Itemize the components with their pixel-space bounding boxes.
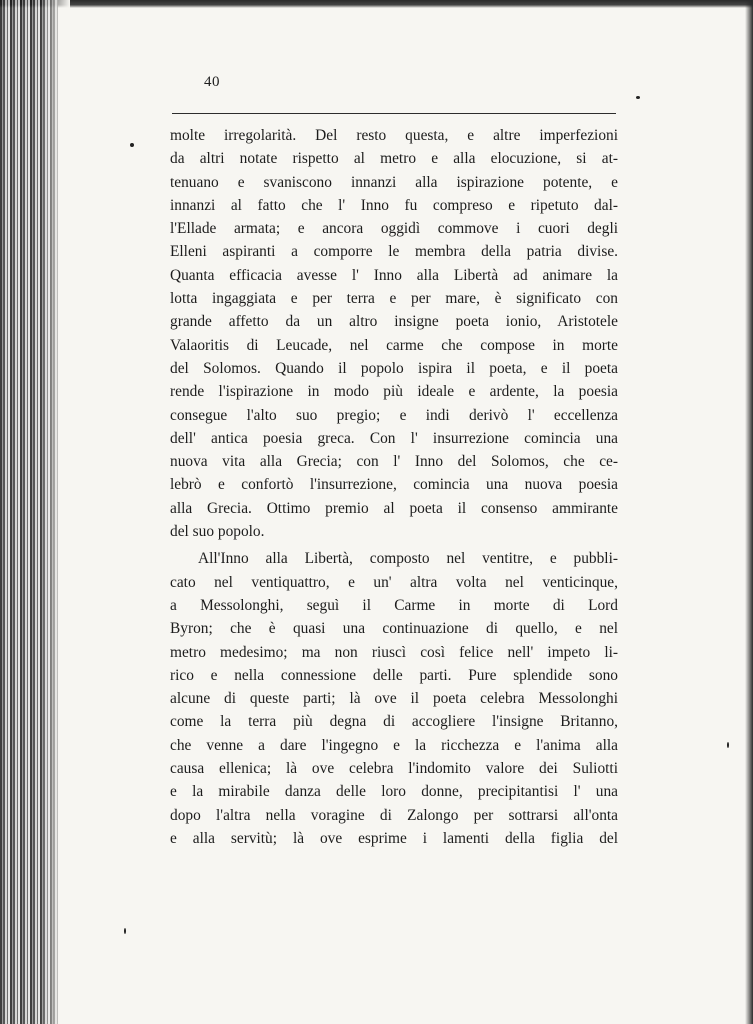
- header-rule: [172, 113, 616, 114]
- text-line: che venne a dare l'ingegno e la ricchezza e l'anima alla: [170, 736, 618, 754]
- text-line: Elleni aspiranti a comporre le membra della patria divise.: [170, 243, 618, 261]
- text-line: l'Ellade armata; e ancora oggidì commove i cuori degli: [170, 220, 618, 238]
- text-line: dopo l'altra nella voragine di Zalongo per sottrarsi all'onta: [170, 806, 618, 824]
- scan-right-edge: [745, 0, 753, 1024]
- text-line: rende l'ispirazione in modo più ideale e ardente, la poesia: [170, 383, 618, 401]
- text-line: Quanta efficacia avesse l' Inno alla Libertà ad animare la: [170, 266, 618, 284]
- text-line: metro medesimo; ma non riuscì così felice nell' impeto li-: [170, 643, 618, 661]
- text-line: lebrò e confortò l'insurrezione, comincia una nuova poesia: [170, 476, 618, 494]
- text-line: consegue l'alto suo pregio; e indi derivò l' eccellenza: [170, 406, 618, 424]
- scan-speck: [124, 928, 126, 934]
- paragraph: [170, 547, 618, 850]
- text-line: da altri notate rispetto al metro e alla elocuzione, si at-: [170, 150, 618, 168]
- scan-speck: [636, 96, 640, 99]
- text-line: rico e nella connessione delle parti. Pure splendide sono: [170, 666, 618, 684]
- body-text: [170, 124, 618, 850]
- scan-speck: [727, 742, 729, 748]
- text-line: grande affetto da un altro insigne poeta ionio, Aristotele: [170, 313, 618, 331]
- text-line: causa ellenica; là ove celebra l'indomito valore dei Suliotti: [170, 760, 618, 778]
- text-line: Byron; che è quasi una continuazione di quello, e nel: [170, 620, 618, 638]
- text-line: alla Grecia. Ottimo premio al poeta il consenso ammirante: [170, 499, 618, 517]
- text-line: All'Inno alla Libertà, composto nel ventitre, e pubbli-: [198, 550, 618, 568]
- text-line: come la terra più degna di accogliere l'insigne Britanno,: [170, 713, 618, 731]
- text-line: nuova vita alla Grecia; con l' Inno del Solomos, che ce-: [170, 453, 618, 471]
- text-line: tenuano e svaniscono innanzi alla ispirazione potente, e: [170, 173, 618, 191]
- text-line: e la mirabile danza delle loro donne, precipitantisi l' una: [170, 783, 618, 801]
- text-line: a Messolonghi, seguì il Carme in morte di Lord: [170, 596, 618, 614]
- text-line: del suo popolo.: [170, 523, 265, 541]
- binding-shadow: [40, 0, 70, 1024]
- text-line: dell' antica poesia greca. Con l' insurrezione comincia una: [170, 429, 618, 447]
- text-line: innanzi al fatto che l' Inno fu compreso e ripetuto dal-: [170, 196, 618, 214]
- scan-top-edge: [0, 0, 753, 8]
- paragraph: [170, 124, 618, 543]
- text-line: del Solomos. Quando il popolo ispira il poeta, e il poeta: [170, 359, 618, 377]
- text-line: cato nel ventiquattro, e un' altra volta nel venticinque,: [170, 573, 618, 591]
- page-number: 40: [204, 74, 220, 90]
- scan-speck: [130, 143, 134, 147]
- text-line: Valaoritis di Leucade, nel carme che compose in morte: [170, 336, 618, 354]
- text-line: molte irregolarità. Del resto questa, e altre imperfezioni: [170, 127, 618, 144]
- text-line: e alla servitù; là ove esprime i lamenti della figlia del: [170, 829, 618, 847]
- text-line: alcune di queste parti; là ove il poeta celebra Messolonghi: [170, 690, 618, 708]
- text-line: lotta ingaggiata e per terra e per mare, è significato con: [170, 290, 618, 308]
